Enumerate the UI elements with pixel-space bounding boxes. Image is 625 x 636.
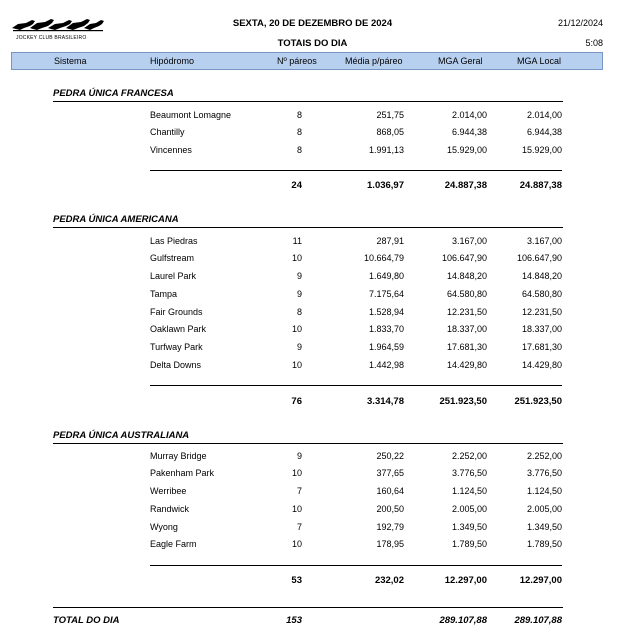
media-cell: 160,64 [376,486,404,496]
logo-text: JOCKEY CLUB BRASILEIRO [16,35,87,41]
subtotal-mga-local: 24.887,38 [519,180,562,191]
hipodromo-cell: Chantilly [150,127,185,137]
col-mga-local: MGA Local [517,56,562,66]
table-row [0,110,625,124]
mga-geral-cell: 6.944,38 [451,127,487,137]
npareos-cell: 8 [296,307,302,317]
table-row [0,342,625,356]
media-cell: 1.649,80 [368,271,404,281]
subtotal-mga-local: 12.297,00 [519,575,562,586]
npareos-cell: 9 [296,451,302,461]
subtotal-mga-geral: 24.887,38 [444,180,487,191]
mga-geral-cell: 1.349,50 [451,522,487,532]
npareos-cell: 9 [296,271,302,281]
mga-local-cell: 1.124,50 [526,486,562,496]
mga-geral-cell: 2.014,00 [451,110,487,120]
subtotal-media: 1.036,97 [367,180,404,191]
subtotal-divider [150,385,562,386]
grand-total-mga-geral: 289.107,88 [439,615,487,626]
section-title: PEDRA ÚNICA AMERICANA [53,214,179,225]
mga-local-cell: 2.252,00 [526,451,562,461]
mga-geral-cell: 1.789,50 [451,539,487,549]
table-row [0,307,625,321]
npareos-cell: 9 [296,289,302,299]
col-media: Média p/páreo [345,56,403,66]
subtotal-npareos: 53 [291,575,302,586]
mga-geral-cell: 18.337,00 [446,324,487,334]
mga-local-cell: 17.681,30 [521,342,562,352]
media-cell: 868,05 [376,127,404,137]
table-row [0,145,625,159]
grand-total-label: TOTAL DO DIA [53,615,120,626]
table-row [0,127,625,141]
mga-geral-cell: 14.429,80 [446,360,487,370]
npareos-cell: 10 [291,468,302,478]
media-cell: 1.833,70 [368,324,404,334]
mga-local-cell: 64.580,80 [521,289,562,299]
mga-geral-cell: 15.929,00 [446,145,487,155]
mga-geral-cell: 12.231,50 [446,307,487,317]
npareos-cell: 7 [296,522,302,532]
npareos-cell: 10 [291,360,302,370]
subtotal-row [0,180,625,194]
media-cell: 178,95 [376,539,404,549]
section-divider [53,227,563,228]
mga-local-cell: 3.167,00 [526,236,562,246]
mga-local-cell: 3.776,50 [526,468,562,478]
grand-total-divider [53,607,563,608]
hipodromo-cell: Eagle Farm [150,539,197,549]
subtotal-npareos: 76 [291,396,302,407]
subtotal-divider [150,565,562,566]
mga-geral-cell: 3.167,00 [451,236,487,246]
mga-local-cell: 1.789,50 [526,539,562,549]
mga-geral-cell: 3.776,50 [451,468,487,478]
media-cell: 200,50 [376,504,404,514]
mga-geral-cell: 14.848,20 [446,271,487,281]
table-row [0,324,625,338]
media-cell: 1.964,59 [368,342,404,352]
mga-geral-cell: 64.580,80 [446,289,487,299]
mga-local-cell: 6.944,38 [526,127,562,137]
media-cell: 7.175,64 [368,289,404,299]
mga-local-cell: 2.014,00 [526,110,562,120]
npareos-cell: 8 [296,110,302,120]
hipodromo-cell: Murray Bridge [150,451,207,461]
mga-geral-cell: 17.681,30 [446,342,487,352]
hipodromo-cell: Las Piedras [150,236,198,246]
subtotal-mga-local: 251.923,50 [514,396,562,407]
mga-geral-cell: 2.005,00 [451,504,487,514]
hipodromo-cell: Wyong [150,522,178,532]
media-cell: 251,75 [376,110,404,120]
subtotal-media: 3.314,78 [367,396,404,407]
table-row [0,522,625,536]
mga-geral-cell: 106.647,90 [441,253,487,263]
mga-local-cell: 14.848,20 [521,271,562,281]
section-title: PEDRA ÚNICA AUSTRALIANA [53,430,190,441]
subtotal-mga-geral: 12.297,00 [444,575,487,586]
table-row [0,271,625,285]
report-subtitle: TOTAIS DO DIA [277,38,348,49]
subtotal-row [0,575,625,589]
table-row [0,253,625,267]
column-header-bar [11,52,603,70]
mga-local-cell: 12.231,50 [521,307,562,317]
hipodromo-cell: Tampa [150,289,178,299]
subtotal-mga-geral: 251.923,50 [439,396,487,407]
mga-local-cell: 14.429,80 [521,360,562,370]
hipodromo-cell: Fair Grounds [150,307,203,317]
media-cell: 287,91 [376,236,404,246]
col-npareos: Nº páreos [277,56,317,66]
print-time: 5:08 [585,38,603,48]
mga-local-cell: 106.647,90 [516,253,562,263]
npareos-cell: 10 [291,324,302,334]
npareos-cell: 10 [291,539,302,549]
npareos-cell: 9 [296,342,302,352]
print-date: 21/12/2024 [557,18,603,28]
table-row [0,360,625,374]
table-row [0,451,625,465]
hipodromo-cell: Turfway Park [150,342,203,352]
npareos-cell: 8 [296,127,302,137]
media-cell: 1.442,98 [368,360,404,370]
table-row [0,486,625,500]
subtotal-media: 232,02 [374,575,404,586]
media-cell: 1.528,94 [368,307,404,317]
grand-total-npareos: 153 [286,615,302,626]
table-row [0,539,625,553]
npareos-cell: 10 [291,253,302,263]
grand-total-mga-local: 289.107,88 [514,615,562,626]
hipodromo-cell: Oaklawn Park [150,324,207,334]
section-divider [53,101,563,102]
table-row [0,468,625,482]
col-mga-geral: MGA Geral [438,56,483,66]
table-row [0,236,625,250]
mga-local-cell: 2.005,00 [526,504,562,514]
mga-local-cell: 1.349,50 [526,522,562,532]
mga-geral-cell: 1.124,50 [451,486,487,496]
hipodromo-cell: Randwick [150,504,190,514]
hipodromo-cell: Werribee [150,486,187,496]
subtotal-divider [150,170,562,171]
media-cell: 1.991,13 [368,145,404,155]
col-hipodromo: Hipódromo [150,56,195,66]
table-row [0,289,625,303]
subtotal-row [0,396,625,410]
mga-local-cell: 15.929,00 [521,145,562,155]
hipodromo-cell: Vincennes [150,145,192,155]
media-cell: 377,65 [376,468,404,478]
mga-local-cell: 18.337,00 [521,324,562,334]
grand-total-row [0,615,625,629]
hipodromo-cell: Delta Downs [150,360,202,370]
section-divider [53,443,563,444]
media-cell: 10.664,79 [363,253,404,263]
npareos-cell: 11 [292,236,302,246]
npareos-cell: 10 [291,504,302,514]
npareos-cell: 7 [296,486,302,496]
table-row [0,504,625,518]
npareos-cell: 8 [296,145,302,155]
hipodromo-cell: Pakenham Park [150,468,215,478]
mga-geral-cell: 2.252,00 [451,451,487,461]
media-cell: 250,22 [376,451,404,461]
hipodromo-cell: Gulfstream [150,253,195,263]
col-sistema: Sistema [54,56,87,66]
section-title: PEDRA ÚNICA FRANCESA [53,88,174,99]
subtotal-npareos: 24 [291,180,302,191]
hipodromo-cell: Beaumont Lomagne [150,110,232,120]
media-cell: 192,79 [376,522,404,532]
report-date-title: SEXTA, 20 DE DEZEMBRO DE 2024 [232,18,393,29]
hipodromo-cell: Laurel Park [150,271,197,281]
